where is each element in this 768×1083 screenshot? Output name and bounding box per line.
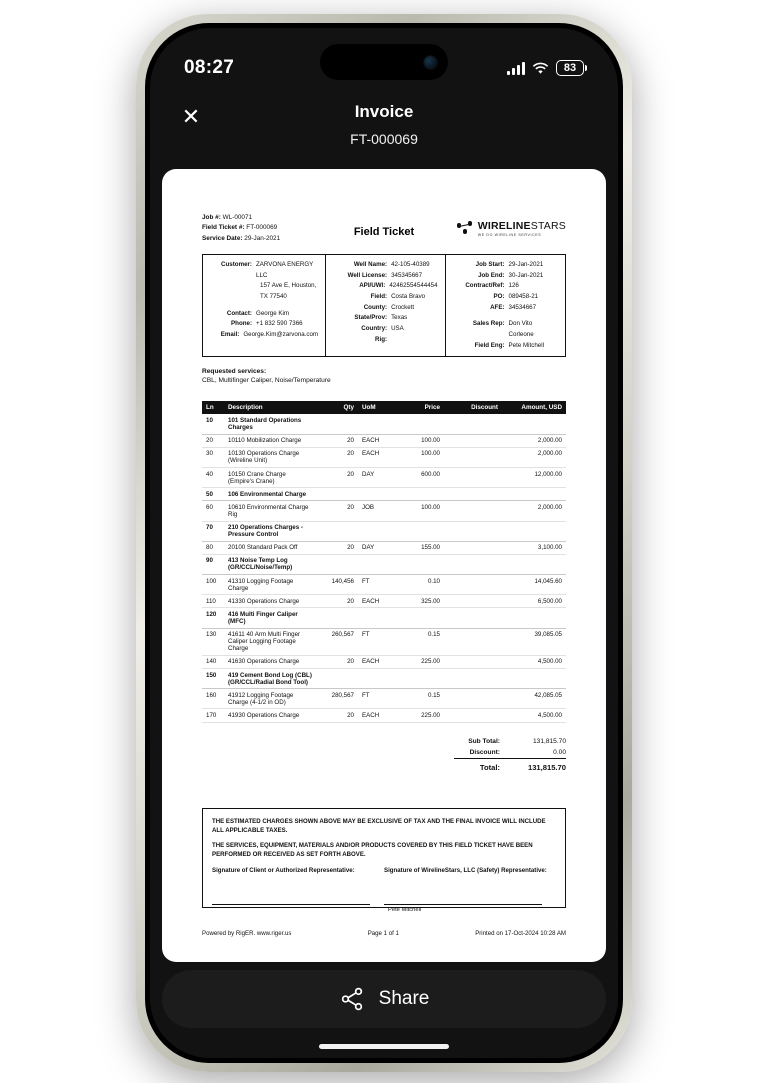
line-amount: 6,500.00	[502, 595, 566, 608]
line-amount: 2,000.00	[502, 434, 566, 447]
country-value: USA	[391, 325, 404, 333]
line-description: 416 Multi Finger Caliper (MFC)	[224, 608, 316, 628]
table-row	[202, 669, 566, 689]
line-qty: 280,567	[316, 689, 358, 709]
line-qty: 20	[316, 595, 358, 608]
phone-frame	[136, 14, 632, 1072]
table-row	[202, 541, 566, 554]
line-amount	[502, 554, 566, 574]
line-price: 225.00	[392, 709, 444, 722]
line-uom: FT	[358, 575, 392, 595]
col-header-price: Price	[392, 401, 444, 414]
contact-value: George Kim	[256, 309, 290, 317]
well-license-value: 345345667	[391, 271, 423, 279]
field-value: Costa Bravo	[391, 293, 426, 301]
job-box	[446, 255, 565, 356]
customer-label: Customer:	[221, 261, 252, 269]
line-uom	[358, 608, 392, 628]
line-amount: 3,100.00	[502, 541, 566, 554]
line-number: 70	[202, 521, 224, 541]
line-description: 20100 Standard Pack Off	[224, 541, 316, 554]
footer-page-number: Page 1 of 1	[367, 929, 399, 937]
legal-text-1: THE ESTIMATED CHARGES SHOWN ABOVE MAY BE EXCLUSIVE OF TAX AND THE FINAL INVOICE WILL INCLUDE ALL APPLICABLE TAXES.	[212, 817, 546, 834]
requested-services	[202, 368, 566, 384]
line-price	[392, 488, 444, 501]
customer-name: ZARVONA ENERGY LLC	[256, 261, 314, 279]
line-discount	[444, 541, 502, 554]
col-header-qty: Qty	[316, 401, 358, 414]
dynamic-island	[320, 44, 448, 80]
total-row	[454, 758, 566, 774]
line-number: 80	[202, 541, 224, 554]
api-value: 42462554544454	[389, 282, 438, 290]
line-amount: 4,500.00	[502, 709, 566, 722]
line-number: 20	[202, 434, 224, 447]
contract-value: 126	[508, 282, 519, 290]
wifi-icon	[532, 62, 549, 75]
rig-value	[391, 335, 437, 346]
line-amount	[502, 521, 566, 541]
table-row	[202, 595, 566, 608]
line-discount	[444, 595, 502, 608]
line-amount	[502, 488, 566, 501]
po-value: 089458-21	[508, 293, 539, 301]
home-indicator	[319, 1044, 449, 1049]
col-header-description: Description	[224, 401, 316, 414]
line-description: 419 Cement Bond Log (CBL) (GR/CCL/Radial Bond Tool)	[224, 669, 316, 689]
total-label: Total:	[454, 758, 500, 774]
line-description: 10130 Operations Charge (Wireline Unit)	[224, 447, 316, 467]
table-row	[202, 709, 566, 722]
ticket-number: FT-000069	[350, 131, 418, 147]
table-row	[202, 501, 566, 521]
subtotal-row	[454, 736, 566, 747]
meta-label-ticket: Field Ticket #:	[202, 224, 245, 232]
rig-label: Rig:	[375, 335, 388, 343]
logo-mark-icon	[457, 221, 473, 237]
invoice-top	[202, 213, 566, 244]
col-header-discount: Discount	[444, 401, 502, 414]
line-qty: 260,567	[316, 628, 358, 655]
line-amount	[502, 414, 566, 434]
job-start-value: 29-Jan-2021	[508, 261, 544, 269]
line-qty	[316, 669, 358, 689]
share-icon	[339, 986, 365, 1012]
totals-block	[202, 736, 566, 774]
line-qty: 20	[316, 501, 358, 521]
line-discount	[444, 554, 502, 574]
line-qty	[316, 554, 358, 574]
table-row	[202, 521, 566, 541]
country-label: Country:	[361, 325, 388, 333]
col-header-amount: Amount, USD	[502, 401, 566, 414]
subtotal-label: Sub Total:	[468, 737, 500, 745]
line-qty: 20	[316, 541, 358, 554]
line-description: 41912 Logging Footage Charge (4-1/2 in OD)	[224, 689, 316, 709]
col-header-uom: UoM	[358, 401, 392, 414]
line-uom: DAY	[358, 467, 392, 487]
battery-indicator: 83	[556, 60, 584, 76]
po-label: PO:	[493, 293, 505, 301]
line-price: 225.00	[392, 655, 444, 668]
line-discount	[444, 655, 502, 668]
table-row	[202, 467, 566, 487]
meta-value-job: WL-00071	[222, 214, 253, 221]
line-discount	[444, 669, 502, 689]
line-price	[392, 608, 444, 628]
line-qty: 20	[316, 709, 358, 722]
line-uom: EACH	[358, 434, 392, 447]
line-qty: 20	[316, 447, 358, 467]
line-description: 41611 40 Arm Multi Finger Caliper Logging Footage Charge	[224, 628, 316, 655]
line-price: 155.00	[392, 541, 444, 554]
state-value: Texas	[391, 314, 408, 322]
line-number: 150	[202, 669, 224, 689]
customer-box	[203, 255, 326, 356]
line-number: 140	[202, 655, 224, 668]
device-screen	[150, 28, 618, 1058]
line-description: 10110 Mobilization Charge	[224, 434, 316, 447]
line-qty: 140,456	[316, 575, 358, 595]
signature-line-company	[384, 904, 542, 913]
line-description: 41930 Operations Charge	[224, 709, 316, 722]
line-price: 100.00	[392, 447, 444, 467]
email-label: Email:	[220, 331, 240, 339]
line-amount	[502, 669, 566, 689]
table-row	[202, 554, 566, 574]
line-items-table	[202, 401, 566, 722]
line-discount	[444, 608, 502, 628]
line-number: 10	[202, 414, 224, 434]
table-header-row	[202, 401, 566, 414]
line-number: 170	[202, 709, 224, 722]
line-price: 0.15	[392, 628, 444, 655]
requested-services-heading: Requested services:	[202, 368, 267, 376]
line-qty: 20	[316, 467, 358, 487]
phone-value: +1 832 590 7366	[256, 320, 303, 328]
signature-label-client: Signature of Client or Authorized Representative:	[212, 867, 355, 875]
line-description: 413 Noise Temp Log (GR/CCL/Noise/Temp)	[224, 554, 316, 574]
line-uom	[358, 488, 392, 501]
line-discount	[444, 628, 502, 655]
status-clock: 08:27	[184, 57, 235, 78]
line-qty: 20	[316, 655, 358, 668]
line-discount	[444, 434, 502, 447]
afe-value: 34534667	[508, 303, 537, 311]
line-uom: FT	[358, 689, 392, 709]
line-discount	[444, 488, 502, 501]
line-amount: 2,000.00	[502, 447, 566, 467]
line-description: 101 Standard Operations Charges	[224, 414, 316, 434]
discount-row	[454, 747, 566, 759]
line-amount: 4,500.00	[502, 655, 566, 668]
line-amount: 39,085.05	[502, 628, 566, 655]
legal-box	[202, 808, 566, 914]
line-number: 120	[202, 608, 224, 628]
requested-services-text: CBL, Multifinger Caliper, Noise/Temperature	[202, 377, 331, 385]
county-label: County:	[363, 303, 388, 311]
job-end-label: Job End:	[478, 271, 505, 279]
line-discount	[444, 467, 502, 487]
line-discount	[444, 501, 502, 521]
line-qty: 20	[316, 434, 358, 447]
phone-label: Phone:	[231, 320, 252, 328]
line-number: 160	[202, 689, 224, 709]
line-uom	[358, 669, 392, 689]
meta-value-date: 29-Jan-2021	[244, 234, 281, 242]
line-description: 41630 Operations Charge	[224, 655, 316, 668]
document-scroll-area[interactable]	[162, 169, 606, 962]
line-uom: EACH	[358, 595, 392, 608]
line-number: 30	[202, 447, 224, 467]
line-qty	[316, 414, 358, 434]
line-price: 0.10	[392, 575, 444, 595]
line-number: 50	[202, 488, 224, 501]
close-icon[interactable]: ✕	[181, 104, 201, 129]
line-amount: 14,045.60	[502, 575, 566, 595]
line-number: 130	[202, 628, 224, 655]
table-row	[202, 488, 566, 501]
table-row	[202, 434, 566, 447]
api-label: API/UWI:	[359, 282, 386, 290]
logo-name-bold: WIRELINE	[477, 220, 531, 232]
subtotal-value: 131,815.70	[532, 737, 566, 745]
field-eng-value: Pete Mitchell	[508, 341, 544, 349]
table-row	[202, 447, 566, 467]
share-button[interactable]	[162, 970, 606, 1028]
meta-value-ticket: FT-000069	[246, 224, 278, 232]
legal-text-2: THE SERVICES, EQUIPMENT, MATERIALS AND/OR PRODUCTS COVERED BY THIS FIELD TICKET HAVE BEEN PERFORMED OR RECEIVED AS SET FORTH ABOVE.	[212, 841, 533, 858]
line-number: 110	[202, 595, 224, 608]
document-title: Field Ticket	[353, 226, 415, 238]
well-license-label: Well License:	[347, 271, 388, 279]
line-qty	[316, 608, 358, 628]
line-uom	[358, 414, 392, 434]
table-row	[202, 628, 566, 655]
line-uom: DAY	[358, 541, 392, 554]
afe-label: AFE:	[490, 303, 505, 311]
table-row	[202, 414, 566, 434]
line-uom	[358, 554, 392, 574]
total-value: 131,815.70	[500, 758, 566, 774]
line-amount: 42,085.05	[502, 689, 566, 709]
county-value: Crockett	[391, 303, 415, 311]
line-price	[392, 414, 444, 434]
signature-line-client	[212, 904, 370, 913]
signature-label-company: Signature of WirelineStars, LLC (Safety) Representative:	[384, 867, 547, 875]
sales-rep-value: Don Vito Corleone	[508, 320, 534, 339]
discount-label: Discount:	[469, 748, 500, 756]
line-number: 60	[202, 501, 224, 521]
line-number: 100	[202, 575, 224, 595]
line-description: 41310 Logging Footage Charge	[224, 575, 316, 595]
header-info-boxes	[202, 254, 566, 357]
share-label: Share	[378, 988, 430, 1009]
contact-label: Contact:	[226, 309, 252, 317]
state-label: State/Prov:	[354, 314, 388, 322]
line-price	[392, 521, 444, 541]
line-description: 106 Environmental Charge	[224, 488, 316, 501]
line-amount	[502, 608, 566, 628]
line-price: 600.00	[392, 467, 444, 487]
field-label: Field:	[370, 293, 388, 301]
sales-rep-label: Sales Rep:	[472, 320, 505, 328]
line-uom: EACH	[358, 447, 392, 467]
table-row	[202, 689, 566, 709]
logo-tagline: WE DO WIRELINE SERVICES	[477, 232, 542, 237]
line-uom: EACH	[358, 709, 392, 722]
page-title: Invoice	[354, 102, 414, 121]
line-price: 325.00	[392, 595, 444, 608]
table-row	[202, 575, 566, 595]
line-amount: 12,000.00	[502, 467, 566, 487]
contract-label: Contract/Ref:	[465, 282, 505, 290]
app-header	[150, 90, 618, 164]
line-discount	[444, 447, 502, 467]
line-uom	[358, 521, 392, 541]
job-end-value: 30-Jan-2021	[508, 271, 544, 279]
line-uom: EACH	[358, 655, 392, 668]
footer-powered-by: Powered by RigER. www.riger.us	[202, 929, 292, 937]
line-price: 100.00	[392, 434, 444, 447]
invoice-page	[176, 169, 592, 937]
well-box	[326, 255, 445, 356]
line-discount	[444, 414, 502, 434]
email-value: George.Kim@zarvona.com	[243, 331, 319, 339]
discount-value: 0.00	[553, 748, 566, 756]
col-header-ln: Ln	[202, 401, 224, 414]
front-camera-icon	[423, 55, 438, 70]
line-uom: JOB	[358, 501, 392, 521]
cellular-bars-icon	[507, 62, 525, 75]
well-name-label: Well Name:	[353, 261, 388, 269]
line-discount	[444, 521, 502, 541]
line-discount	[444, 709, 502, 722]
line-price: 0.15	[392, 689, 444, 709]
meta-label-date: Service Date:	[202, 234, 243, 242]
customer-address: 157 Ave E, Houston, TX 77540	[260, 282, 317, 301]
phone-body	[145, 23, 623, 1063]
field-eng-label: Field Eng:	[474, 341, 505, 349]
line-amount: 2,000.00	[502, 501, 566, 521]
line-price	[392, 669, 444, 689]
line-price	[392, 554, 444, 574]
company-logo	[446, 213, 566, 237]
invoice-meta	[202, 213, 322, 244]
meta-label-job: Job #:	[202, 214, 221, 221]
well-name-value: 42-105-40389	[391, 261, 430, 269]
line-price: 100.00	[392, 501, 444, 521]
line-number: 40	[202, 467, 224, 487]
line-uom: FT	[358, 628, 392, 655]
footer-printed-on: Printed on 17-Oct-2024 10:28 AM	[475, 929, 566, 937]
line-description: 210 Operations Charges - Pressure Control	[224, 521, 316, 541]
line-discount	[444, 689, 502, 709]
line-qty	[316, 488, 358, 501]
line-description: 41330 Operations Charge	[224, 595, 316, 608]
line-description: 10610 Environmental Charge Rig	[224, 501, 316, 521]
line-description: 10150 Crane Charge (Empire's Crane)	[224, 467, 316, 487]
line-qty	[316, 521, 358, 541]
line-discount	[444, 575, 502, 595]
line-number: 90	[202, 554, 224, 574]
table-row	[202, 608, 566, 628]
logo-name-light: STARS	[530, 220, 566, 232]
document-footer	[202, 930, 566, 937]
table-row	[202, 655, 566, 668]
job-start-label: Job Start:	[475, 261, 505, 269]
signature-name-company: Pete Mitchell	[387, 907, 422, 914]
